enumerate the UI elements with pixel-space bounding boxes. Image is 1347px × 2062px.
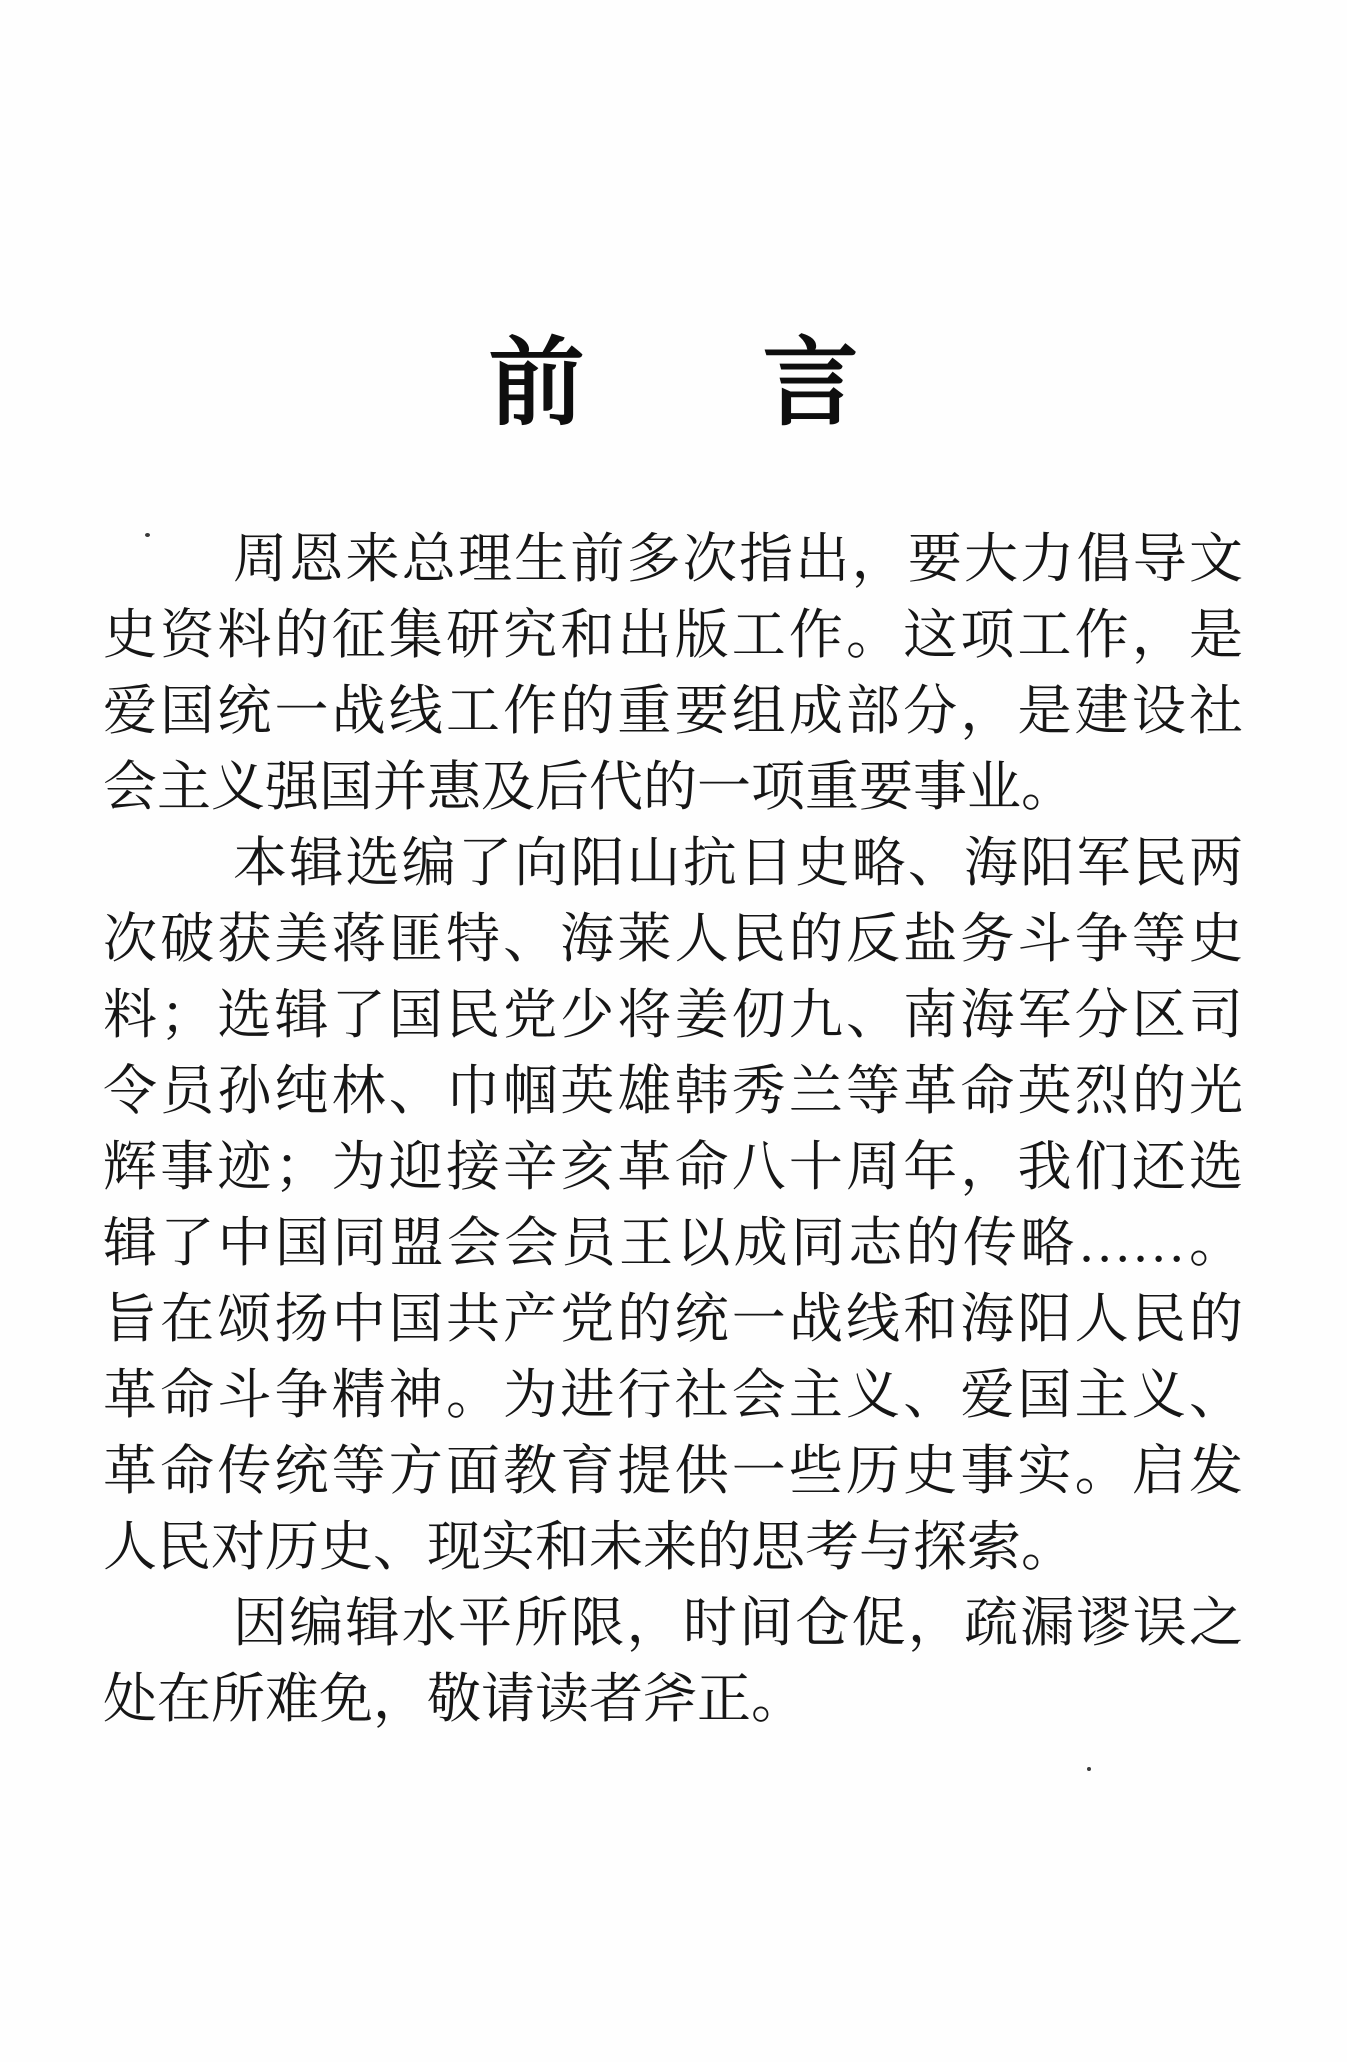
preface-body [103,521,1243,1737]
text-line: 会主义强国并惠及后代的一项重要事业。 [103,757,1075,817]
text-line: 人民对历史、现实和未来的思考与探索。 [103,1517,1075,1577]
title-char-first: 前 [488,330,585,437]
text-line: 料；选辑了国民党少将姜仞九、南海军分区司 [103,985,1243,1045]
page-title [0,330,1347,437]
text-line: 因编辑水平所限，时间仓促，疏漏谬误之 [233,1593,1243,1653]
text-line: 旨在颂扬中国共产党的统一战线和海阳人民的 [103,1289,1243,1349]
text-line: 革命斗争精神。为进行社会主义、爱国主义、 [103,1365,1243,1425]
text-line: 爱国统一战线工作的重要组成部分，是建设社 [103,681,1243,741]
text-line: 革命传统等方面教育提供一些历史事实。启发 [103,1441,1243,1501]
text-line: 周恩来总理生前多次指出，要大力倡导文 [233,529,1243,589]
text-line: 本辑选编了向阳山抗日史略、海阳军民两 [233,833,1243,893]
text-line: 辉事迹；为迎接辛亥革命八十周年，我们还选 [103,1137,1243,1197]
text-line: 史资料的征集研究和出版工作。这项工作，是 [103,605,1243,665]
text-line: 辑了中国同盟会会员王以成同志的传略……。 [103,1213,1243,1273]
scan-speck [145,533,150,537]
text-line: 令员孙纯林、巾帼英雄韩秀兰等革命英烈的光 [103,1061,1243,1121]
text-line: 次破获美蒋匪特、海莱人民的反盐务斗争等史 [103,909,1243,969]
text-line: 处在所难免，敬请读者斧正。 [103,1669,805,1729]
scan-speck [1087,1767,1091,1771]
title-char-second: 言 [762,330,859,437]
